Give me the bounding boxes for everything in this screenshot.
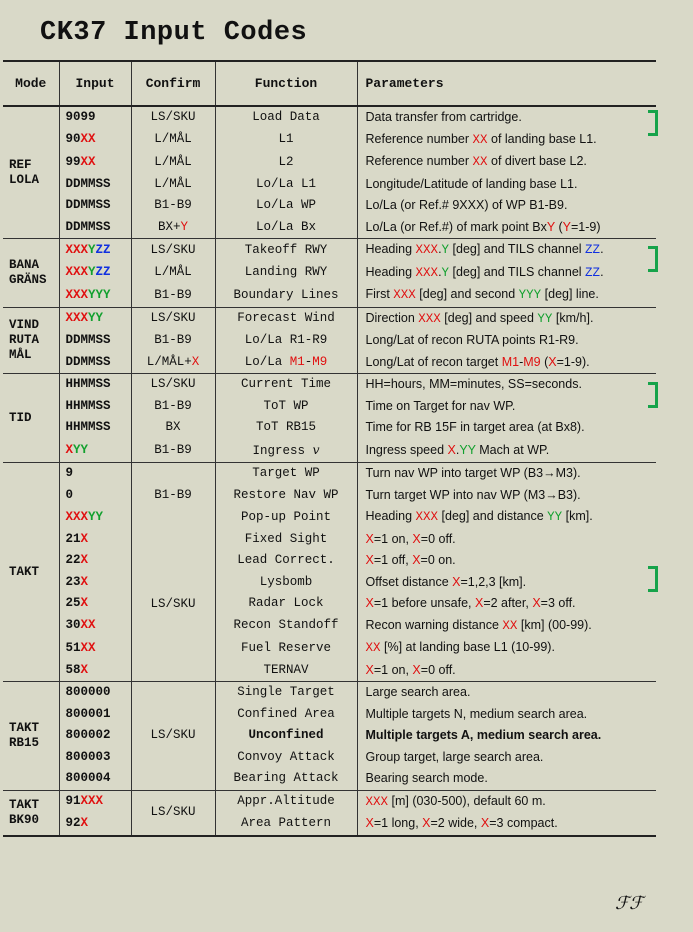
function-name: Fixed Sight: [215, 529, 357, 551]
function-name: L1: [215, 129, 357, 152]
parameters-text: Heading XXX.Y [deg] and TILS channel ZZ.: [365, 264, 604, 280]
table-row: [3, 396, 656, 418]
function-name: Unconfined: [215, 725, 357, 747]
function-name: Recon Standoff: [215, 615, 357, 638]
input-code: HHMMSS: [59, 374, 131, 396]
confirm-key: LS/SKU: [131, 307, 215, 330]
parameters-text: Offset distance X=1,2,3 [km].: [365, 574, 527, 589]
input-code: DDMMSS: [59, 174, 131, 196]
parameters-text: Lo/La (or Ref.# 9XXX) of WP B1-B9.: [365, 198, 568, 212]
parameters-text: Reference number XX of landing base L1.: [365, 131, 597, 147]
mode-label: RUTA: [9, 332, 40, 347]
input-code: DDMMSS: [59, 217, 131, 239]
bracket-marker: [648, 246, 658, 272]
table-row: [3, 239, 656, 262]
function-name: Fuel Reserve: [215, 637, 357, 660]
confirm-key: L/MÅL: [131, 129, 215, 152]
table-row: [3, 195, 656, 217]
signature: ℱℱ: [615, 893, 644, 914]
mode-cell: [3, 682, 59, 791]
confirm-key: L/MÅL: [131, 151, 215, 174]
parameters-text: Time for RB 15F in target area (at Bx8).: [365, 420, 585, 434]
mode-label: GRÄNS: [9, 272, 47, 287]
confirm-key: L/MÅL: [131, 262, 215, 285]
parameters-text: HH=hours, MM=minutes, SS=seconds.: [365, 377, 582, 391]
input-code: DDMMSS: [59, 352, 131, 374]
confirm-key: L/MÅL+X: [131, 352, 215, 374]
header-confirm: Confirm: [131, 61, 215, 106]
parameters-text: Long/Lat of recon RUTA points R1-R9.: [365, 333, 579, 347]
input-code: 92X: [59, 813, 131, 836]
input-code: 800001: [59, 704, 131, 726]
table-row: [3, 307, 656, 330]
input-code: HHMMSS: [59, 417, 131, 439]
function-name: ToT RB15: [215, 417, 357, 439]
function-name: Single Target: [215, 682, 357, 704]
parameters-text: X=1 long, X=2 wide, X=3 compact.: [357, 813, 656, 836]
function-name: Appr.Altitude: [215, 790, 357, 813]
table-row: [3, 813, 656, 836]
confirm-key: LS/SKU: [131, 682, 215, 791]
table-row: [3, 593, 656, 615]
header-input: Input: [59, 61, 131, 106]
table-row: [3, 151, 656, 174]
function-name: Lo/La Bx: [215, 217, 357, 239]
table-row: [3, 615, 656, 638]
mode-label: TID: [9, 410, 32, 425]
function-name: Lo/La M1-M9: [215, 352, 357, 374]
confirm-key: B1-B9: [131, 284, 215, 307]
function-name: Target WP: [215, 463, 357, 485]
mode-cell: [3, 106, 59, 239]
input-code: XYY: [59, 439, 131, 463]
mode-label: MÅL: [9, 347, 32, 362]
table-row: [3, 129, 656, 152]
table-body: [3, 106, 656, 836]
parameters-text: Multiple targets N, medium search area.: [365, 706, 588, 721]
input-code: 800002: [59, 725, 131, 747]
mode-label: RB15: [9, 735, 40, 750]
confirm-key: BX: [131, 417, 215, 439]
table-row: [3, 417, 656, 439]
mode-label: TAKT: [9, 720, 40, 735]
header-parameters: Parameters: [357, 61, 656, 106]
bracket-marker: [648, 382, 658, 408]
parameters-text: X=1 before unsafe, X=2 after, X=3 off.: [365, 596, 576, 610]
input-code: 30XX: [59, 615, 131, 638]
input-code: DDMMSS: [59, 330, 131, 352]
input-code: XXXYZZ: [59, 239, 131, 262]
parameters-text: Recon warning distance XX [km] (00-99).: [365, 617, 592, 633]
parameters-text: Large search area.: [365, 685, 471, 699]
input-code: 51XX: [59, 637, 131, 660]
mode-cell: [3, 790, 59, 836]
function-name: Boundary Lines: [215, 284, 357, 307]
confirm-key: LS/SKU: [131, 374, 215, 396]
table-row: [3, 747, 656, 769]
confirm-key: B1-B9: [131, 330, 215, 352]
input-code: HHMMSS: [59, 396, 131, 418]
input-code: 58X: [59, 660, 131, 682]
input-code: XXXYYY: [59, 284, 131, 307]
mode-cell: [3, 374, 59, 463]
mode-label: BANA: [9, 257, 40, 272]
header-row: [3, 61, 656, 106]
table-row: [3, 704, 656, 726]
table-row: [3, 506, 656, 529]
input-codes-table: [3, 60, 656, 837]
parameters-text: Heading XXX.Y [deg] and TILS channel ZZ.: [365, 242, 604, 257]
input-code: 21X: [59, 529, 131, 551]
parameters-text: X=1 on, X=0 off.: [357, 660, 656, 682]
mode-label: TAKT: [9, 797, 40, 812]
confirm-key: B1-B9: [131, 195, 215, 217]
confirm-key: BX+Y: [131, 217, 215, 239]
parameters-text: Heading XXX [deg] and distance YY [km].: [365, 509, 593, 524]
parameters-text: First XXX [deg] and second YYY [deg] line.: [357, 284, 656, 307]
mode-label: LOLA: [9, 172, 40, 187]
function-name: Lo/La R1-R9: [215, 330, 357, 352]
bracket-marker: [648, 110, 658, 136]
confirm-key: B1-B9: [131, 396, 215, 418]
function-name: Lead Correct.: [215, 550, 357, 572]
input-code: 99XX: [59, 151, 131, 174]
table-row: [3, 174, 656, 196]
bracket-marker: [648, 566, 658, 592]
input-code: 90XX: [59, 129, 131, 152]
header-function: Function: [215, 61, 357, 106]
confirm-key: LS/SKU: [131, 790, 215, 836]
table-row: [3, 682, 656, 704]
mode-label: VIND: [9, 317, 40, 332]
input-code: 800000: [59, 682, 131, 704]
table-row: [3, 485, 656, 507]
parameters-text: Multiple targets A, medium search area.: [365, 728, 602, 742]
table-row: [3, 217, 656, 239]
input-code: 800004: [59, 768, 131, 790]
parameters-text: Data transfer from cartridge.: [365, 110, 522, 124]
mode-label: BK90: [9, 812, 40, 827]
table-row: [3, 790, 656, 813]
parameters-text: X=1 on, X=0 off.: [365, 531, 456, 546]
page-title: CK37 Input Codes: [40, 18, 308, 48]
input-code: 25X: [59, 593, 131, 615]
mode-cell: [3, 239, 59, 308]
parameters-text: Ingress speed X.YY Mach at WP.: [357, 439, 656, 463]
table-row: [3, 106, 656, 129]
table-row: [3, 768, 656, 790]
function-name: Forecast Wind: [215, 307, 357, 330]
input-code: 91XXX: [59, 790, 131, 813]
function-name: Pop-up Point: [215, 506, 357, 529]
input-code: 22X: [59, 550, 131, 572]
confirm-key: LS/SKU: [131, 106, 215, 129]
function-name: Bearing Attack: [215, 768, 357, 790]
function-name: Takeoff RWY: [215, 239, 357, 262]
table-row: [3, 725, 656, 747]
table-row: [3, 529, 656, 551]
parameters-text: Longitude/Latitude of landing base L1.: [365, 176, 578, 191]
confirm-key: LS/SKU: [131, 529, 215, 682]
mode-label: REF: [9, 157, 32, 172]
table-row: [3, 352, 656, 374]
confirm-key: B1-B9: [131, 439, 215, 463]
function-name: Ingress v: [215, 439, 357, 463]
table-row: [3, 330, 656, 352]
function-name: Confined Area: [215, 704, 357, 726]
mode-cell: [3, 463, 59, 682]
mode-label: TAKT: [9, 564, 40, 579]
parameters-text: X=1 off, X=0 on.: [365, 553, 456, 567]
parameters-text: Group target, large search area.: [365, 749, 544, 764]
table-row: [3, 463, 656, 485]
function-name: Restore Nav WP: [215, 485, 357, 507]
confirm-key: B1-B9: [131, 463, 215, 529]
input-code: 800003: [59, 747, 131, 769]
function-name: Convoy Attack: [215, 747, 357, 769]
input-code: DDMMSS: [59, 195, 131, 217]
input-code: 9099: [59, 106, 131, 129]
input-code: 0: [59, 485, 131, 507]
function-name: Area Pattern: [215, 813, 357, 836]
function-name: Lysbomb: [215, 572, 357, 594]
input-code: XXXYY: [59, 307, 131, 330]
function-name: Lo/La WP: [215, 195, 357, 217]
input-code: XXXYY: [59, 506, 131, 529]
parameters-text: Long/Lat of recon target M1-M9 (X=1-9).: [357, 352, 656, 374]
input-code: 9: [59, 463, 131, 485]
confirm-key: L/MÅL: [131, 174, 215, 196]
header-mode: Mode: [3, 61, 59, 106]
parameters-text: Direction XXX [deg] and speed YY [km/h].: [365, 310, 594, 326]
function-name: Current Time: [215, 374, 357, 396]
function-name: Landing RWY: [215, 262, 357, 285]
parameters-text: Bearing search mode.: [357, 768, 656, 790]
parameters-text: Reference number XX of divert base L2.: [365, 154, 587, 169]
parameters-text: Turn target WP into nav WP (M3→B3).: [365, 487, 581, 502]
function-name: Load Data: [215, 106, 357, 129]
table-row: [3, 660, 656, 682]
parameters-text: Time on Target for nav WP.: [365, 398, 516, 413]
table-row: [3, 439, 656, 463]
table-row: [3, 262, 656, 285]
parameters-text: Lo/La (or Ref.#) of mark point BxY (Y=1-9): [357, 217, 656, 239]
input-code: 23X: [59, 572, 131, 594]
table-row: [3, 374, 656, 396]
table-row: [3, 637, 656, 660]
function-name: Lo/La L1: [215, 174, 357, 196]
table-row: [3, 572, 656, 594]
function-name: L2: [215, 151, 357, 174]
input-code: XXXYZZ: [59, 262, 131, 285]
parameters-text: Turn nav WP into target WP (B3→M3).: [365, 466, 581, 480]
mode-cell: [3, 307, 59, 374]
function-name: Radar Lock: [215, 593, 357, 615]
function-name: ToT WP: [215, 396, 357, 418]
function-name: TERNAV: [215, 660, 357, 682]
parameters-text: XXX [m] (030-500), default 60 m.: [365, 793, 546, 809]
confirm-key: LS/SKU: [131, 239, 215, 262]
table-row: [3, 284, 656, 307]
table-row: [3, 550, 656, 572]
parameters-text: XX [%] at landing base L1 (10-99).: [365, 640, 555, 655]
